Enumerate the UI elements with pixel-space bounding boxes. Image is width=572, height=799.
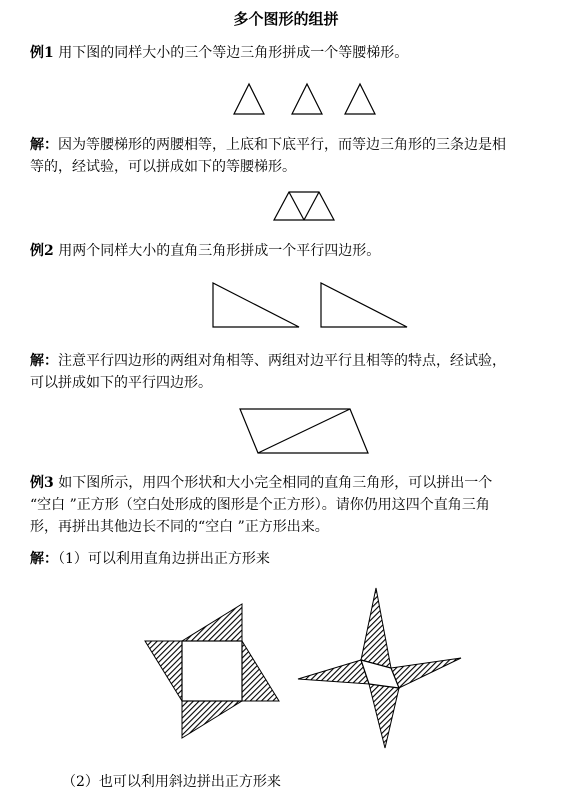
example-3-label: 例3 bbox=[30, 475, 54, 491]
star-triangle-right bbox=[391, 658, 461, 688]
solution-1-line-1: 因为等腰梯形的两腰相等，上底和下底平行，而等边三角形的三条边是相 bbox=[58, 137, 506, 153]
example-3-line-3: 形，再拼出其他边长不同的“空白 ”正方形出来。 bbox=[30, 519, 329, 535]
example-2-label: 例2 bbox=[30, 243, 54, 259]
example-3-line-1: 如下图所示，用四个形状和大小完全相同的直角三角形，可以拼出一个 bbox=[53, 475, 493, 491]
solution-3-label: 解： bbox=[30, 551, 58, 567]
example-3-part-2: （2）也可以利用斜边拼出正方形来 bbox=[62, 774, 281, 790]
solution-1-line-2: 等的，经试验，可以拼成如下的等腰梯形。 bbox=[30, 159, 296, 175]
page-title: 多个图形的组拼 bbox=[233, 10, 339, 28]
example-1-label: 例1 bbox=[30, 45, 54, 61]
example-1-text: 用下图的同样大小的三个等边三角形拼成一个等腰梯形。 bbox=[53, 45, 409, 61]
solution-3-part-1: （1）可以利用直角边拼出正方形来 bbox=[58, 551, 270, 567]
solution-1-label: 解： bbox=[30, 137, 58, 153]
star-triangle-top bbox=[361, 588, 391, 668]
example-2-text: 用两个同样大小的直角三角形拼成一个平行四边形。 bbox=[53, 243, 381, 259]
solution-2-label: 解： bbox=[30, 353, 58, 369]
star-triangle-bottom bbox=[369, 684, 399, 748]
solution-2-line-2: 可以拼成如下的平行四边形。 bbox=[30, 375, 212, 391]
star-triangle-left bbox=[298, 660, 369, 684]
solution-2-line-1: 注意平行四边形的两组对角相等、两组对边平行且相等的特点，经试验， bbox=[58, 353, 506, 369]
example-3-line-2: “空白 ”正方形（空白处形成的图形是个正方形）。请你仍用这四个直角三角 bbox=[30, 497, 490, 513]
